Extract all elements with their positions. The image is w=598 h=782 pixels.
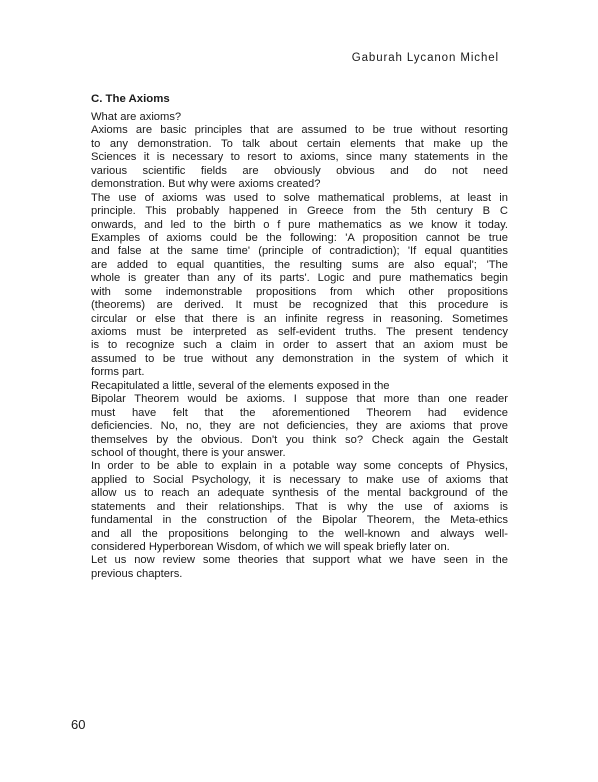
- text-line: Sciences it is necessary to resort to axioms, since many statements in the: [91, 151, 508, 164]
- text-line: are added to equal quantities, the resulting sums are also equal'; 'The: [91, 258, 508, 271]
- text-line: axioms must be interpreted as self-evident truths. The present tendency: [91, 326, 508, 338]
- text-line: fundamental in the construction of the Bipolar Theorem, the Meta-ethics: [91, 514, 508, 527]
- text-line: Examples of axioms could be the following: 'A proposition cannot be true: [91, 231, 508, 244]
- running-header-author: Gaburah Lycanon Michel: [351, 52, 499, 64]
- text-line: various scientific fields are obviously obvious and do not need: [91, 164, 508, 177]
- text-line: statements and their relationships. That is why the use of axioms is: [91, 500, 508, 513]
- text-line: Axioms are basic principles that are assumed to be true without resorting: [91, 124, 508, 137]
- text-line: forms part.: [91, 366, 145, 379]
- text-line: circular or else that there is an infinite regress in reasoning. Sometimes: [91, 312, 508, 325]
- page-body: [91, 92, 508, 581]
- text-line: previous chapters.: [91, 567, 183, 580]
- text-line: Let us now review some theories that support what we have seen in the: [91, 554, 508, 567]
- text-line: with some indemonstrable propositions from which other propositions: [91, 285, 508, 298]
- text-line: Recapitulated a little, several of the elements exposed in the: [91, 379, 390, 392]
- text-line: themselves by the obvious. Don't you think so? Check again the Gestalt: [91, 433, 508, 446]
- text-line: What are axioms?: [91, 111, 182, 123]
- text-line: (theorems) are derived. It must be recognized that this procedure is: [91, 299, 508, 312]
- text-line: Bipolar Theorem would be axioms. I suppose that more than one reader: [91, 393, 508, 406]
- text-line: and false at the same time' (principle of contradiction); 'If equal quantities: [91, 245, 508, 258]
- text-line: deficiencies. No, no, they are not deficiencies, they are axioms that prove: [91, 420, 508, 433]
- text-line: whole is greater than any of its parts'. Logic and pure mathematics begin: [91, 272, 508, 285]
- body-text: [91, 111, 508, 581]
- text-line: and all the propositions belonging to the well-known and always well-: [91, 527, 508, 540]
- text-line: is to recognize such a claim in order to assert that an axiom must be: [91, 339, 508, 352]
- text-line: assumed to be true without any demonstration in the system of which it: [91, 352, 508, 365]
- section-heading: C. The Axioms: [91, 93, 170, 105]
- text-line: considered Hyperborean Wisdom, of which we will speak briefly later on.: [91, 541, 450, 553]
- text-line: In order to be able to explain in a potable way some concepts of Physics,: [91, 460, 508, 473]
- text-line: school of thought, there is your answer.: [91, 446, 286, 459]
- text-line: The use of axioms was used to solve mathematical problems, at least in: [91, 191, 508, 204]
- text-line: to any demonstration. To talk about certain elements that make up the: [91, 137, 508, 150]
- text-line: demonstration. But why were axioms created?: [91, 178, 321, 191]
- text-line: principle. This probably happened in Greece from the 5th century B C: [91, 205, 508, 218]
- text-line: must have felt that the aforementioned Theorem had evidence: [91, 406, 508, 419]
- page-number: 60: [71, 717, 86, 732]
- text-line: onwards, and led to the birth o f pure mathematics as we know it today.: [91, 218, 508, 231]
- text-line: applied to Social Psychology, it is necessary to make use of axioms that: [91, 473, 508, 486]
- text-line: allow us to reach an adequate synthesis of the mental background of the: [91, 487, 508, 500]
